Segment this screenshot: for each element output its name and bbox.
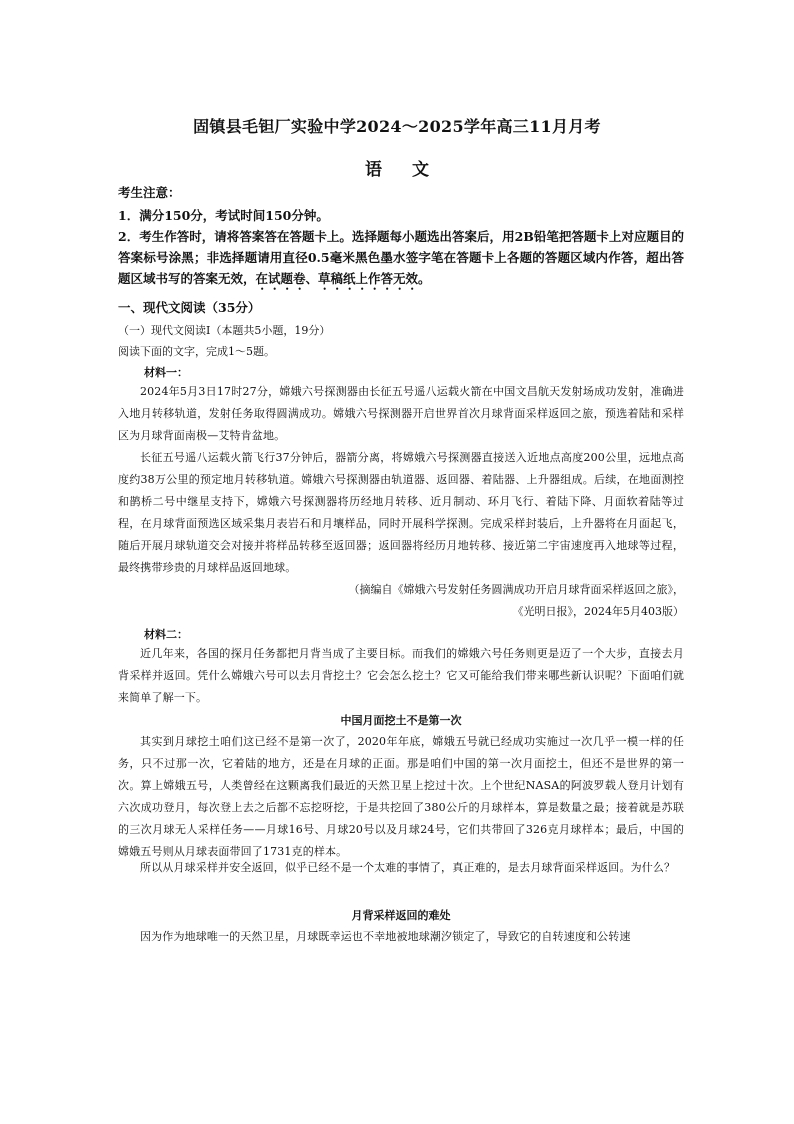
material-2-paragraph-3: 所以从月球采样并安全返回，似乎已经不是一个太难的事情了，真正难的，是去月球背面采样返回。为什么？ <box>140 861 676 874</box>
material-2-heading-2: 月背采样返回的难处 <box>351 909 451 922</box>
material-1-label: 材料一： <box>144 366 188 379</box>
material-2-paragraph-1: 近几年来，各国的探月任务都把月背当成了主要目标。而我们的嫦娥六号任务则更是迈了一个大步，直接去月背采样并返回。凭什么嫦娥六号可以去月背挖土？它会怎么挖土？它又可能给我们带来哪些新认识呢？下面咱们就来简单了解一下。 <box>118 647 684 704</box>
material-2-label: 材料二： <box>144 628 188 641</box>
notice-item-2-text: 2．考生作答时，请将答案答在答题卡上。选择题每小题选出答案后，用2B铅笔把答题卡上对应题目的答案标号涂黑；非选择题请用直径0.5毫米黑色墨水签字笔在答题卡上各题的答题区域内作答，超出答题区域书写的答案无效， <box>118 229 684 286</box>
notice-item-2-emphasis: 在试题卷、草稿纸上作答无效 <box>255 271 419 286</box>
exam-title: 固镇县毛钽厂实验中学2024～2025学年高三11月月考 <box>193 117 601 136</box>
notice-item-2-end: 。 <box>418 271 431 286</box>
subsection-heading: （一）现代文阅读Ⅰ（本题共5小题，19分） <box>118 324 331 337</box>
material-2-paragraph-4: 因为作为地球唯一的天然卫星，月球既幸运也不幸地被地球潮汐锁定了，导致它的自转速度和公转速 <box>140 930 631 943</box>
notice-heading: 考生注意： <box>118 185 181 200</box>
material-1-paragraph-1: 2024年5月3日17时27分，嫦娥六号探测器由长征五号遥八运载火箭在中国文昌航天发射场成功发射，准确进入地月转移轨道，发射任务取得圆满成功。嫦娥六号探测器开启世界首次月球背面采样返回之旅，预选着陆和采样区为月球背面南极—艾特肯盆地。 <box>118 385 684 442</box>
reading-instruction: 阅读下面的文字，完成1～5题。 <box>118 345 275 358</box>
material-1-source-line-2: 《光明日报》，2024年5月403版） <box>512 605 684 618</box>
section-heading: 一、现代文阅读（35分） <box>118 300 261 315</box>
material-1-paragraph-2: 长征五号遥八运载火箭飞行37分钟后，器箭分离，将嫦娥六号探测器直接送入近地点高度200公里，远地点高度约38万公里的预定地月转移轨道。嫦娥六号探测器由轨道器、返回器、着陆器、上升器组成。后续，在地面测控和鹊桥二号中继星支持下，嫦娥六号探测器将历经地月转移、近月制动、环月飞行、着陆下降、月面软着陆等过程，在月球背面预选区域采集月表岩石和月壤样品，同时开展科学探测。完成采样封装后，上升器将在月面起飞，随后开展月球轨道交会对接并将样品转移至返回器；返回器将经历月地转移、接近第二宇宙速度再入地球等过程，最终携带珍贵的月球样品返回地球。 <box>118 451 684 574</box>
material-2-paragraph-2: 其实到月球挖土咱们这已经不是第一次了，2020年年底，嫦娥五号就已经成功实施过一次几乎一模一样的任务，只不过那一次，它着陆的地方，还是在月球的正面。那是咱们中国的第一次月面挖土，但还不是世界的第一次。算上嫦娥五号，人类曾经在这颗离我们最近的天然卫星上挖过十次。上个世纪NASA的阿波罗载人登月计划有六次成功登月，每次登上去之后都不忘挖呀挖，于是共挖回了380公斤的月球样本，算是数量之最；接着就是苏联的三次月球无人采样任务——月球16号、月球20号以及月球24号，它们共带回了326克月球样本；最后，中国的嫦娥五号则从月球表面带回了1731克的样本。 <box>118 735 684 858</box>
subject-title: 语文 <box>365 160 459 180</box>
material-2-heading-1: 中国月面挖土不是第一次 <box>340 714 462 727</box>
notice-item-1: 1．满分150分，考试时间150分钟。 <box>118 208 329 223</box>
material-1-source-line-1: （摘编自《嫦娥六号发射任务圆满成功开启月球背面采样返回之旅》， <box>348 583 684 596</box>
notice-item-2 <box>118 226 684 293</box>
